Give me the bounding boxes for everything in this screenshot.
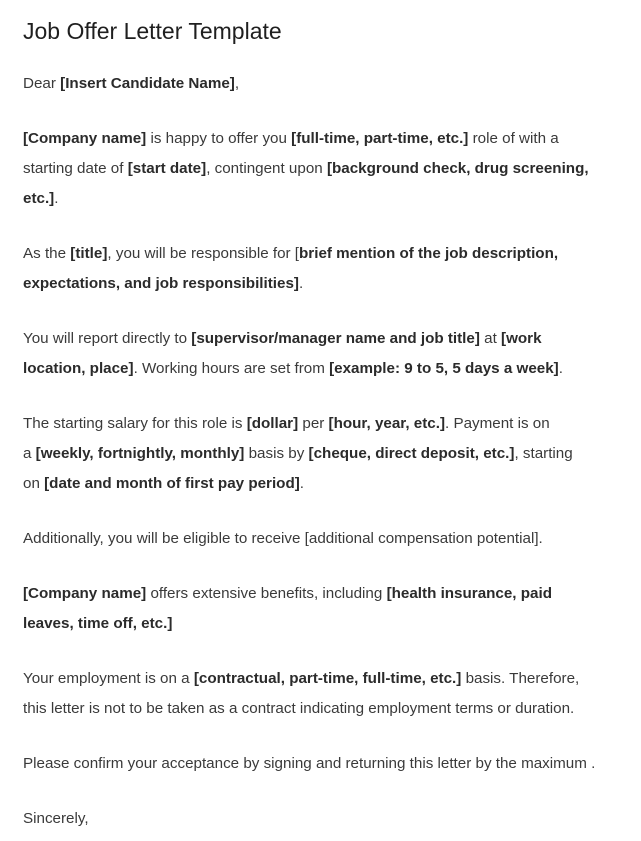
closing-line: Sincerely,	[23, 810, 89, 827]
job-description-placeholder: brief mention of the job description,	[299, 245, 559, 262]
greeting-tail: ,	[234, 75, 240, 92]
greeting-line	[23, 69, 239, 99]
acceptance-paragraph	[23, 749, 595, 779]
salary-text: basis by	[244, 445, 309, 462]
compensation-paragraph	[23, 524, 543, 554]
offer-line-1	[23, 124, 589, 154]
salary-text: a	[23, 445, 36, 462]
employment-basis-paragraph	[23, 664, 579, 724]
salary-text: . Payment is on	[445, 415, 550, 432]
employment-basis-line-1	[23, 664, 579, 694]
job-description-placeholder-end: expectations, and job responsibilities]	[23, 275, 299, 292]
salary-line-2	[23, 439, 573, 469]
reporting-text: . Working hours are set from	[133, 360, 330, 377]
document-title: Job Offer Letter Template	[23, 18, 282, 44]
responsibilities-line-1	[23, 239, 558, 269]
employment-basis-line-2: this letter is not to be taken as a contract indicating employment terms or duration.	[23, 700, 575, 717]
offer-text: , contingent upon	[206, 160, 327, 177]
offer-paragraph	[23, 124, 589, 214]
salary-text: on	[23, 475, 45, 492]
work-location-placeholder: [work	[501, 330, 542, 347]
offer-text: starting date of	[23, 160, 128, 177]
candidate-name-placeholder: [Insert Candidate Name]	[60, 75, 235, 92]
salary-text: The starting salary for this role is	[23, 415, 247, 432]
first-pay-period-placeholder: [date and month of first pay period]	[44, 475, 300, 492]
greeting-lead: Dear	[23, 75, 61, 92]
benefits-line-1	[23, 579, 552, 609]
closing-paragraph	[23, 804, 89, 834]
responsibilities-text: .	[298, 275, 304, 292]
employment-basis-text: Your employment is on a	[23, 670, 194, 687]
reporting-line-2	[23, 354, 563, 384]
reporting-text: You will report directly to	[23, 330, 192, 347]
compensation-line: Additionally, you will be eligible to receive [additional compensation potential].	[23, 530, 543, 547]
reporting-text: .	[558, 360, 563, 377]
offer-text: .	[54, 190, 59, 207]
start-date-placeholder: [start date]	[127, 160, 207, 177]
contingency-placeholder-end: etc.]	[23, 190, 55, 207]
employment-basis-placeholder: [contractual, part-time, full-time, etc.]	[193, 670, 462, 687]
salary-text: , starting	[514, 445, 573, 462]
reporting-line-1	[23, 324, 563, 354]
working-hours-placeholder: [example: 9 to 5, 5 days a week]	[329, 360, 559, 377]
salary-text: .	[299, 475, 305, 492]
salary-line-3	[23, 469, 573, 499]
responsibilities-text: As the	[23, 245, 71, 262]
company-name-placeholder: [Company name]	[23, 130, 147, 147]
benefits-placeholder-end: leaves, time off, etc.]	[23, 615, 173, 632]
salary-text: per	[298, 415, 329, 432]
offer-line-2	[23, 154, 589, 184]
employment-type-placeholder: [full-time, part-time, etc.]	[291, 130, 469, 147]
offer-text: role of with a	[468, 130, 559, 147]
contingency-placeholder: [background check, drug screening,	[326, 160, 589, 177]
responsibilities-text: , you will be responsible for [	[107, 245, 300, 262]
reporting-paragraph	[23, 324, 563, 384]
benefits-text: offers extensive benefits, including	[146, 585, 387, 602]
acceptance-line: Please confirm your acceptance by signing and returning this letter by the maximum .	[23, 755, 596, 772]
salary-amount-placeholder: [dollar]	[246, 415, 299, 432]
title-placeholder: [title]	[70, 245, 108, 262]
offer-text: is happy to offer you	[146, 130, 292, 147]
work-location-placeholder-end: location, place]	[23, 360, 134, 377]
salary-paragraph	[23, 409, 573, 499]
offer-line-3	[23, 184, 589, 214]
payment-method-placeholder: [cheque, direct deposit, etc.]	[308, 445, 515, 462]
greeting-paragraph	[23, 69, 239, 99]
salary-line-1	[23, 409, 573, 439]
benefits-paragraph	[23, 579, 552, 639]
responsibilities-paragraph	[23, 239, 558, 299]
responsibilities-line-2	[23, 269, 558, 299]
supervisor-placeholder: [supervisor/manager name and job title]	[191, 330, 480, 347]
salary-period-placeholder: [hour, year, etc.]	[328, 415, 446, 432]
benefits-placeholder: [health insurance, paid	[386, 585, 552, 602]
benefits-line-2	[23, 609, 552, 639]
company-name-placeholder: [Company name]	[23, 585, 147, 602]
reporting-text: at	[479, 330, 502, 347]
payment-frequency-placeholder: [weekly, fortnightly, monthly]	[35, 445, 245, 462]
employment-basis-text: basis. Therefore,	[461, 670, 580, 687]
